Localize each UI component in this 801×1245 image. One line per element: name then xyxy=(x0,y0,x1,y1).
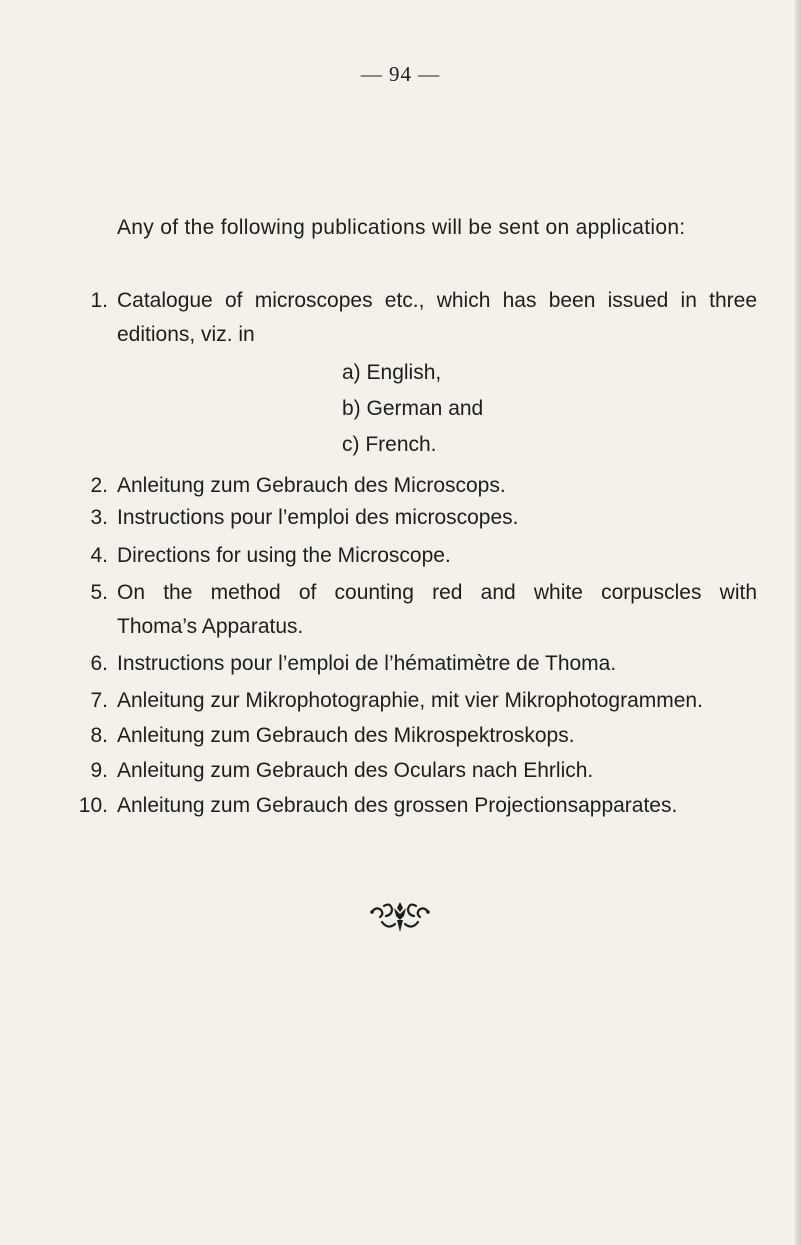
item-text-continued: Thoma’s Apparatus. xyxy=(117,615,304,638)
edition-german: b) German and xyxy=(342,397,484,420)
item-text: Catalogue of microscopes etc., which has been issued in three xyxy=(117,289,757,312)
page-number: — 94 — xyxy=(360,62,441,86)
item-number: 8. xyxy=(90,724,108,747)
item-text-continued: editions, viz. in xyxy=(117,323,255,346)
item-number: 10. xyxy=(78,794,108,817)
item-number: 4. xyxy=(90,544,108,567)
item-text: Anleitung zum Gebrauch des Oculars nach Ehrlich. xyxy=(117,759,594,782)
page-edge xyxy=(795,0,801,1245)
item-number: 5. xyxy=(90,581,108,604)
edition-french: c) French. xyxy=(342,433,437,456)
item-number: 6. xyxy=(90,652,108,675)
item-text: Anleitung zum Gebrauch des Mikrospektroskops. xyxy=(117,724,575,747)
item-number: 1. xyxy=(90,289,108,312)
item-text: Anleitung zur Mikrophotographie, mit vier Mikrophotogrammen. xyxy=(117,689,703,712)
item-text: Anleitung zum Gebrauch des grossen Projectionsapparates. xyxy=(117,794,678,817)
intro-text: Any of the following publications will be sent on application: xyxy=(117,216,686,239)
edition-english: a) English, xyxy=(342,361,442,384)
item-number: 2. xyxy=(90,474,108,497)
item-number: 3. xyxy=(90,506,108,529)
item-number: 7. xyxy=(90,689,108,712)
item-text: Directions for using the Microscope. xyxy=(117,544,451,567)
item-number: 9. xyxy=(90,759,108,782)
item-text: Anleitung zum Gebrauch des Microscops. xyxy=(117,474,506,497)
item-text: Instructions pour l’emploi de l’hématimètre de Thoma. xyxy=(117,652,617,675)
item-text: On the method of counting red and white corpuscles with xyxy=(117,581,757,604)
item-text: Instructions pour l’emploi des microscopes. xyxy=(117,506,519,529)
floral-ornament-icon xyxy=(368,900,432,939)
